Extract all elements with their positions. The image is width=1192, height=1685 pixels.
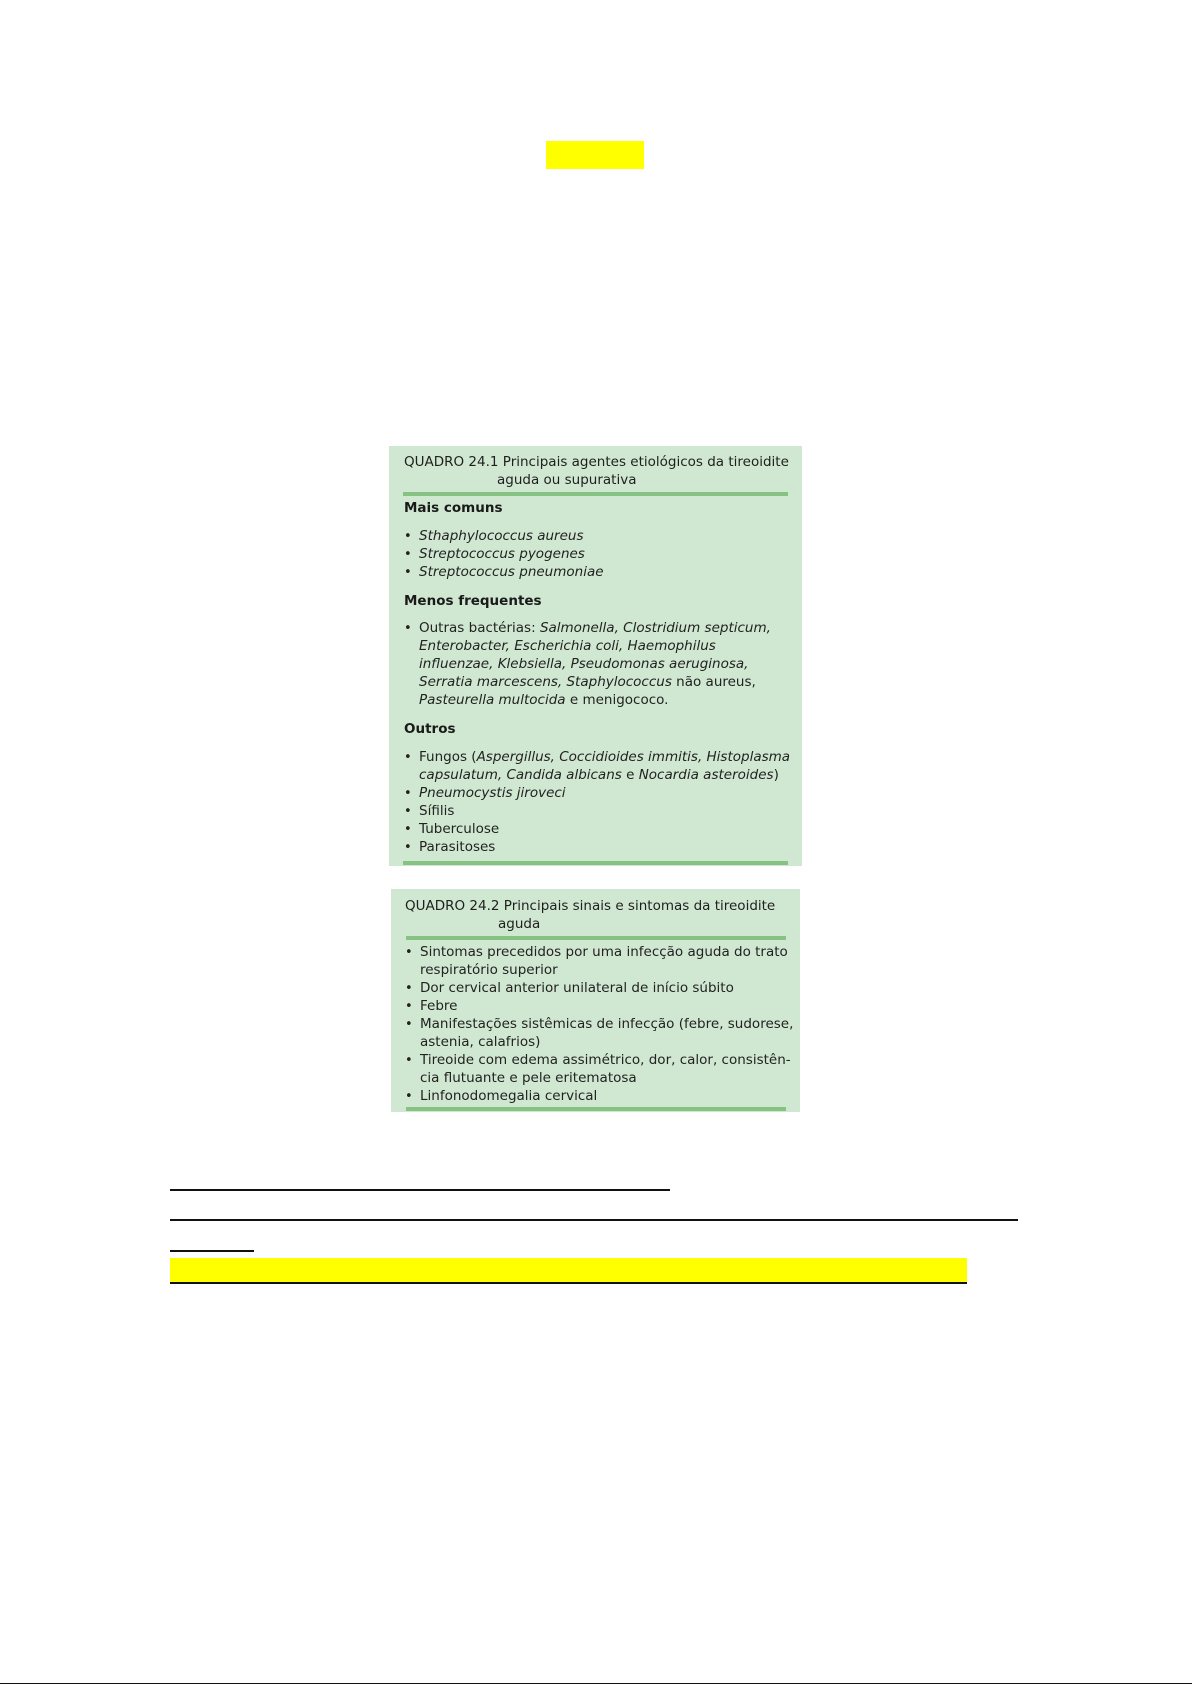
- section-heading-menos-frequentes: Menos frequentes: [404, 593, 542, 609]
- quadro-24-2: [391, 889, 800, 1112]
- bullet: •: [405, 1017, 413, 1032]
- quadro-title-line1: Principais agentes etiológicos da tireoidite: [502, 454, 789, 470]
- bullet: •: [404, 529, 412, 544]
- quadro-number: QUADRO 24.1: [404, 454, 499, 470]
- bullet: •: [404, 786, 412, 801]
- bullet: •: [405, 999, 413, 1014]
- bullet: •: [405, 981, 413, 996]
- bullet: •: [404, 804, 412, 819]
- list-item: Sintomas precedidos por uma infecção aguda do trato: [420, 944, 788, 960]
- list-item: Streptococcus pneumoniae: [419, 564, 604, 580]
- list-item-continuation: capsulatum, Candida albicans e Nocardia asteroides): [419, 767, 779, 783]
- underline-rule: [170, 1189, 670, 1191]
- list-item: Manifestações sistêmicas de infecção (febre, sudorese,: [420, 1016, 794, 1032]
- list-item: Fungos (Aspergillus, Coccidioides immitis, Histoplasma: [419, 749, 791, 765]
- title-rule: [403, 492, 788, 496]
- list-item-continuation: Serratia marcescens, Staphylococcus não aureus,: [419, 674, 756, 690]
- bullet: •: [404, 565, 412, 580]
- quadro-24-1: [389, 446, 802, 866]
- list-item: Parasitoses: [419, 839, 496, 855]
- list-item: Dor cervical anterior unilateral de início súbito: [420, 980, 734, 996]
- list-item: Tireoide com edema assimétrico, dor, calor, consistên-: [420, 1052, 791, 1068]
- bullet: •: [404, 547, 412, 562]
- list-item-continuation: influenzae, Klebsiella, Pseudomonas aeruginosa,: [419, 656, 749, 672]
- bullet: •: [405, 1053, 413, 1068]
- list-item: Sífilis: [419, 803, 455, 819]
- bullet: •: [404, 621, 412, 636]
- underline-rule: [170, 1250, 254, 1252]
- quadro-title-line2: aguda: [498, 916, 541, 932]
- bottom-rule: [406, 1107, 786, 1111]
- quadro-title-line2: aguda ou supurativa: [497, 472, 637, 488]
- bullet: •: [404, 822, 412, 837]
- list-item-continuation: Enterobacter, Escherichia coli, Haemophilus: [419, 638, 716, 654]
- highlight-mark-bottom: [170, 1258, 967, 1282]
- list-item-continuation: Pasteurella multocida e menigococo.: [419, 692, 669, 708]
- list-item: Tuberculose: [419, 821, 500, 837]
- section-heading-outros: Outros: [404, 721, 456, 737]
- underline-rule: [170, 1282, 967, 1284]
- list-item-continuation: cia flutuante e pele eritematosa: [420, 1070, 637, 1086]
- quadro-title-line1: Principais sinais e sintomas da tireoidite: [503, 898, 776, 914]
- page-bottom-rule: [0, 1683, 1192, 1684]
- list-item-continuation: astenia, calafrios): [420, 1034, 541, 1050]
- list-item: Outras bactérias: Salmonella, Clostridium septicum,: [419, 620, 771, 636]
- title-rule: [406, 936, 786, 940]
- highlight-mark-top: [546, 141, 644, 169]
- section-heading-mais-comuns: Mais comuns: [404, 500, 503, 516]
- bullet: •: [405, 945, 413, 960]
- bullet: •: [405, 1089, 413, 1104]
- bottom-rule: [403, 861, 788, 865]
- list-item: Pneumocystis jiroveci: [419, 785, 566, 801]
- list-item: Sthaphylococcus aureus: [419, 528, 584, 544]
- underline-rule: [170, 1219, 1018, 1221]
- list-item-continuation: respiratório superior: [420, 962, 558, 978]
- quadro-number: QUADRO 24.2: [405, 898, 500, 914]
- bullet: •: [404, 750, 412, 765]
- list-item: Febre: [420, 998, 458, 1014]
- list-item: Streptococcus pyogenes: [419, 546, 585, 562]
- list-item: Linfonodomegalia cervical: [420, 1088, 598, 1104]
- bullet: •: [404, 840, 412, 855]
